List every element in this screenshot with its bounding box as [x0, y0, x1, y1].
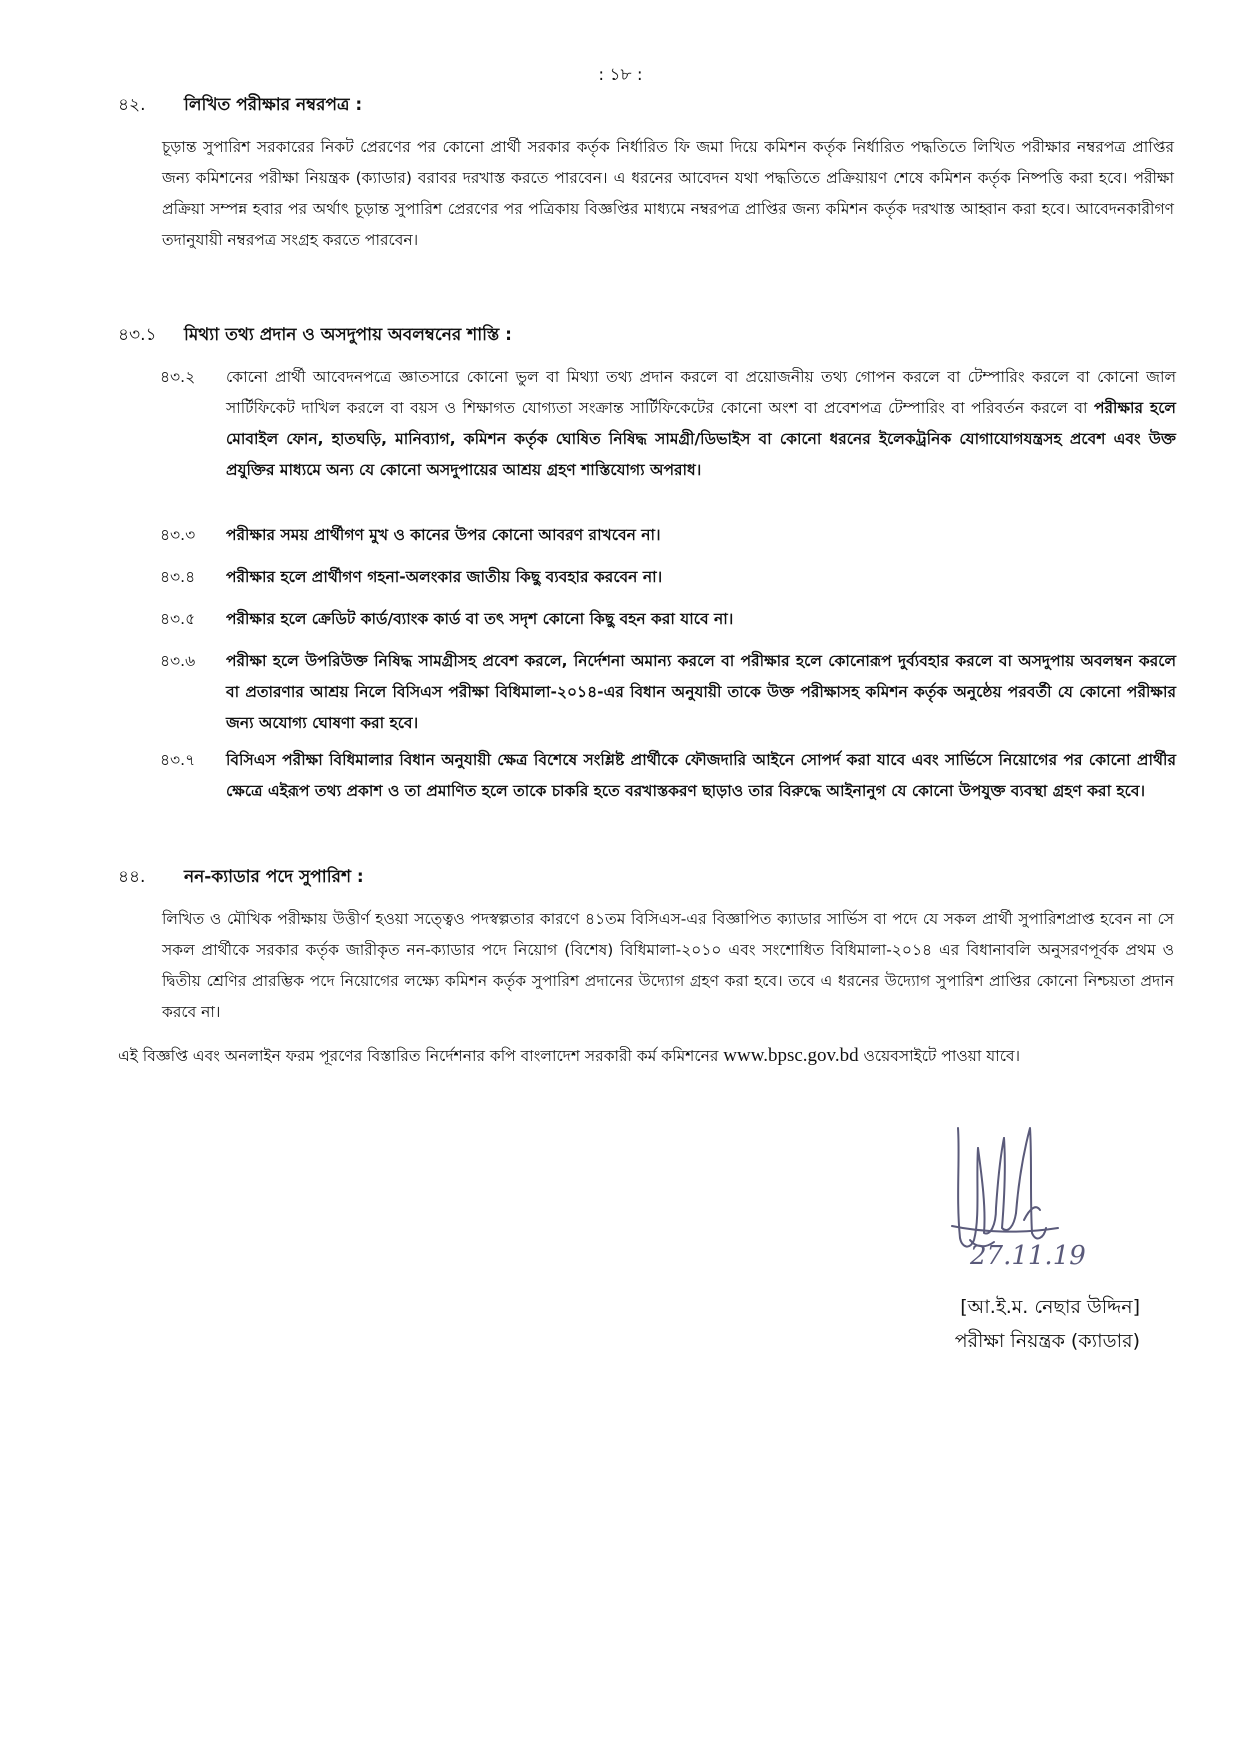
list-item-43-7 — [160, 745, 1176, 807]
section-44-heading — [118, 864, 364, 892]
signatory-name: [আ.ই.ম. নেছার উদ্দিন] — [960, 1296, 1140, 1318]
item-number: ৪৩.৩ — [160, 526, 196, 544]
list-item-43-6 — [160, 646, 1176, 739]
signature-date: 27.11.19 — [970, 1241, 1086, 1271]
item-number: ৪৩.৭ — [160, 751, 196, 769]
section-43-title: মিথ্যা তথ্য প্রদান ও অসদুপায় অবলম্বনের শাস্তি : — [184, 325, 512, 345]
list-item-43-4 — [160, 562, 1176, 593]
section-42-title: লিখিত পরীক্ষার নম্বরপত্র : — [184, 95, 363, 115]
section-42-heading — [118, 92, 362, 120]
closing-note-tail: ওয়েবসাইটে পাওয়া যাবে। — [858, 1047, 1021, 1065]
section-44-title: নন-ক্যাডার পদে সুপারিশ : — [184, 867, 364, 887]
section-43-heading — [118, 322, 512, 350]
signatory-designation: পরীক্ষা নিয়ন্ত্রক (ক্যাডার) — [954, 1330, 1140, 1352]
item-text: পরীক্ষার সময় প্রার্থীগণ মুখ ও কানের উপর কোনো আবরণ রাখবেন না। — [226, 526, 661, 544]
list-item-43-2 — [160, 362, 1176, 486]
page-number: : ১৮ : — [598, 65, 643, 85]
signature-drawing — [940, 1108, 1090, 1273]
item-text: পরীক্ষার হলে ক্রেডিট কার্ড/ব্যাংক কার্ড বা তৎ সদৃশ কোনো কিছু বহন করা যাবে না। — [226, 610, 734, 628]
item-text-bold: পরীক্ষার হলে মোবাইল ফোন, হাতঘড়ি, মানিব্যাগ, কমিশন কর্তৃক ঘোষিত নিষিদ্ধ সামগ্রী/ডিভাইস বা কোনো ধরনের ইলেকট্রনিক যোগাযোগযন্ত্রসহ প্রবেশ এবং উক্ত প্রযুক্তির মাধ্যমে অন্য যে কোনো অসদুপায়ের আশ্রয় গ্রহণ শাস্তিযোগ্য অপরাধ। — [226, 399, 1176, 479]
website-link[interactable]: www.bpsc.gov.bd — [723, 1045, 859, 1066]
section-44-number: ৪৪. — [118, 867, 146, 887]
section-42-number: ৪২. — [118, 95, 146, 115]
section-43-number: ৪৩.১ — [118, 325, 157, 345]
item-number: ৪৩.৪ — [160, 568, 196, 586]
item-number: ৪৩.২ — [160, 368, 196, 386]
section-42-body: চূড়ান্ত সুপারিশ সরকারের নিকট প্রেরণের পর কোনো প্রার্থী সরকার কর্তৃক নির্ধারিত ফি জমা দিয়ে কমিশন কর্তৃক নির্ধারিত পদ্ধতিতে লিখিত পরীক্ষার নম্বরপত্র প্রাপ্তির জন্য কমিশনের পরীক্ষা নিয়ন্ত্রক (ক্যাডার) বরাবর দরখাস্ত করতে পারবেন। এ ধরনের আবেদন যথা পদ্ধতিতে প্রক্রিয়ায়ণ শেষে কমিশন কর্তৃক নিষ্পত্তি করা হবে। পরীক্ষা প্রক্রিয়া সম্পন্ন হবার পর অর্থাৎ চূড়ান্ত সুপারিশ প্রেরণের পর পত্রিকায় বিজ্ঞপ্তির মাধ্যমে নম্বরপত্র প্রাপ্তির জন্য কমিশন কর্তৃক দরখাস্ত আহ্বান করা হবে। আবেদনকারীগণ তদানুযায়ী নম্বরপত্র সংগ্রহ করতে পারবেন। — [162, 138, 1174, 249]
item-number: ৪৩.৫ — [160, 610, 196, 628]
signature-image — [940, 1108, 1090, 1273]
item-text: পরীক্ষা হলে উপরিউক্ত নিষিদ্ধ সামগ্রীসহ প্রবেশ করলে, নির্দেশনা অমান্য করলে বা পরীক্ষার হলে কোনোরূপ দুর্ব্যবহার করলে বা অসদুপায় অবলম্বন করলে বা প্রতারণার আশ্রয় নিলে বিসিএস পরীক্ষা বিধিমালা-২০১৪-এর বিধান অনুযায়ী তাকে উক্ত পরীক্ষাসহ কমিশন কর্তৃক অনুষ্ঠেয় পরবর্তী যে কোনো পরীক্ষার জন্য অযোগ্য ঘোষণা করা হবে। — [226, 652, 1176, 732]
closing-note-text: এই বিজ্ঞপ্তি এবং অনলাইন ফরম পূরণের বিস্তারিত নির্দেশনার কপি বাংলাদেশ সরকারী কর্ম কমিশনের — [118, 1047, 724, 1065]
closing-note — [118, 1040, 1176, 1072]
signatory-block — [910, 1290, 1140, 1358]
list-item-43-3 — [160, 520, 1176, 551]
item-text-normal: কোনো প্রার্থী আবেদনপত্রে জ্ঞাতসারে কোনো ভুল বা মিথ্যা তথ্য প্রদান করলে বা প্রয়োজনীয় তথ্য গোপন করলে বা টেম্পারিং করলে বা কোনো জাল সার্টিফিকেট দাখিল করলে বা বয়স ও শিক্ষাগত যোগ্যতা সংক্রান্ত সার্টিফিকেটের কোনো অংশ বা প্রবেশপত্র টেম্পারিং বা পরিবর্তন করলে বা — [226, 368, 1176, 417]
item-text — [226, 362, 1176, 486]
item-number: ৪৩.৬ — [160, 652, 196, 670]
list-item-43-5 — [160, 604, 1176, 635]
item-text: পরীক্ষার হলে প্রার্থীগণ গহনা-অলংকার জাতীয় কিছু ব্যবহার করবেন না। — [226, 568, 663, 586]
section-44-body: লিখিত ও মৌখিক পরীক্ষায় উত্তীর্ণ হওয়া সত্ত্বেও পদস্বল্পতার কারণে ৪১তম বিসিএস-এর বিজ্ঞাপিত ক্যাডার সার্ভিস বা পদে যে সকল প্রার্থী সুপারিশপ্রাপ্ত হবেন না সে সকল প্রার্থীকে সরকার কর্তৃক জারীকৃত নন-ক্যাডার পদে নিয়োগ (বিশেষ) বিধিমালা-২০১০ এবং সংশোধিত বিধিমালা-২০১৪ এর বিধানাবলি অনুসরণপূর্বক প্রথম ও দ্বিতীয় শ্রেণির প্রারম্ভিক পদে নিয়োগের লক্ষ্যে কমিশন কর্তৃক সুপারিশ প্রদানের উদ্যোগ গ্রহণ করা হবে। তবে এ ধরনের উদ্যোগ সুপারিশ প্রাপ্তির কোনো নিশ্চয়তা প্রদান করবে না। — [162, 910, 1174, 1021]
item-text: বিসিএস পরীক্ষা বিধিমালার বিধান অনুযায়ী ক্ষেত্র বিশেষে সংশ্লিষ্ট প্রার্থীকে ফৌজদারি আইনে সোপর্দ করা যাবে এবং সার্ভিসে নিয়োগের পর কোনো প্রার্থীর ক্ষেত্রে এইরূপ তথ্য প্রকাশ ও তা প্রমাণিত হলে তাকে চাকরি হতে বরখাস্তকরণ ছাড়াও তার বিরুদ্ধে আইনানুগ যে কোনো উপযুক্ত ব্যবস্থা গ্রহণ করা হবে। — [226, 751, 1176, 800]
